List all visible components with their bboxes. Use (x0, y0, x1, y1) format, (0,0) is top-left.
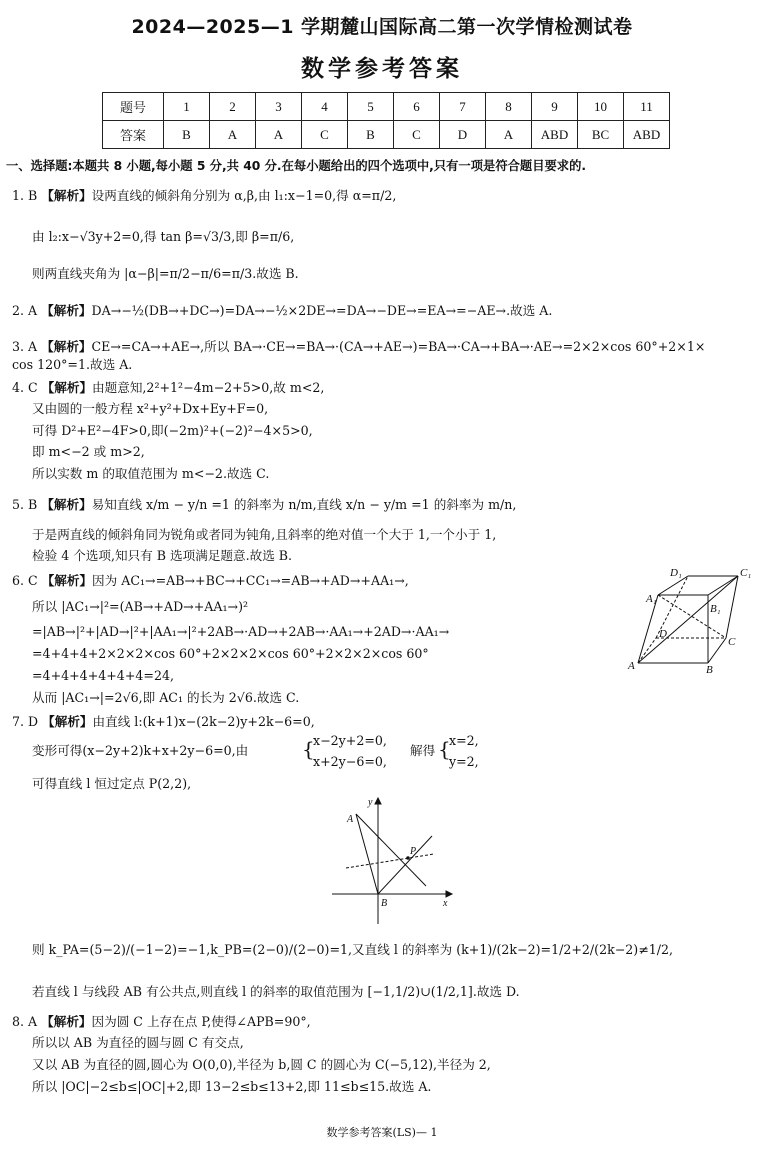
table-cell: B (348, 121, 394, 149)
analysis-tag: 【解析】 (41, 303, 92, 318)
system-eq: x−2y+2=0, (313, 733, 387, 748)
table-cell: 10 (578, 93, 624, 121)
solution-line: 可得直线 l 恒过定点 P(2,2), (32, 776, 192, 791)
section-heading: 一、选择题:本题共 8 小题,每小题 5 分,共 40 分.在每小题给出的四个选项中,只有一项是符合题目要求的. (6, 159, 587, 173)
analysis-tag: 【解析】 (41, 573, 93, 588)
axis-label: x (443, 898, 448, 909)
system-sol: x=2, (449, 733, 479, 748)
point-label: A (347, 814, 354, 825)
page-subtitle: 数学参考答案 (301, 56, 463, 82)
solution-line: 若直线 l 与线段 AB 有公共点,则直线 l 的斜率的取值范围为 [−1,1/2)∪(1/2,1].故选 D. (32, 984, 520, 999)
solution-line: 所以 |OC|−2≤b≤|OC|+2,即 13−2≤b≤13+2,即 11≤b≤15.故选 A. (32, 1079, 432, 1094)
line-segment-figure (326, 796, 456, 926)
solution-line: 于是两直线的倾斜角同为锐角或者同为钝角,且斜率的绝对值一个大于 1,一个小于 1, (32, 527, 497, 542)
solution-line: 解得 (410, 743, 436, 758)
solution-line: CE→=CA→+AE→,所以 BA→·CE→=BA→·(CA→+AE→)=BA→·CA→+BA→·AE→=2×2×cos 60°+2×1× (91, 339, 706, 354)
question-number: 6. C (12, 573, 38, 588)
edge (708, 638, 726, 663)
table-cell: 9 (532, 93, 578, 121)
solution-line: 所以 |AC₁→|²=(AB→+AD→+AA₁→)² (32, 599, 249, 614)
solution-line: 变形可得(x−2y+2)k+x+2y−6=0,由 (32, 743, 249, 758)
solution-line: 设两直线的倾斜角分别为 α,β,由 l₁:x−1=0,得 α=π/2, (91, 188, 397, 203)
vertex-label: A (628, 660, 635, 672)
analysis-tag: 【解析】 (41, 339, 92, 354)
table-cell: 4 (302, 93, 348, 121)
analysis-tag: 【解析】 (41, 497, 92, 512)
table-cell: A (256, 121, 302, 149)
solution-8 (12, 1014, 311, 1030)
solution-line: 则 k_PA=(5−2)/(−1−2)=−1,k_PB=(2−0)/(2−0)=1,又直线 l 的斜率为 (k+1)/(2k−2)=1/2+2/(2k−2)≠1/2, (32, 942, 674, 957)
vertex-label: B₁ (710, 603, 721, 615)
solution-2 (12, 303, 552, 319)
question-number: 8. A (12, 1014, 38, 1029)
hidden-edge (638, 638, 656, 663)
table-cell: 11 (624, 93, 670, 121)
row-label: 答案 (103, 121, 164, 149)
vertex-label: C (728, 636, 736, 648)
dashed-line-l (346, 854, 434, 868)
brace-icon: { (438, 737, 451, 761)
solution-line: =|AB→|²+|AD→|²+|AA₁→|²+2AB→·AD→+2AB→·AA₁→+2AD→·AA₁→ (32, 624, 450, 639)
solution-7 (12, 714, 315, 730)
point-label: P (410, 846, 417, 857)
page-title: 2024—2025—1 学期麓山国际高二第一次学情检测试卷 (131, 16, 633, 38)
solution-line: 又以 AB 为直径的圆,圆心为 O(0,0),半径为 b,圆 C 的圆心为 C(−5,12),半径为 2, (32, 1057, 491, 1072)
vertex-label: B (706, 664, 713, 675)
table-cell: 2 (210, 93, 256, 121)
solution-1 (12, 188, 396, 204)
edge (708, 576, 738, 595)
table-cell: A (486, 121, 532, 149)
solution-6 (12, 573, 409, 589)
page-footer: 数学参考答案(LS)— 1 (326, 1126, 438, 1139)
question-number: 7. D (12, 714, 39, 729)
solution-line: 则两直线夹角为 |α−β|=π/2−π/6=π/3.故选 B. (32, 266, 299, 281)
table-cell: 7 (440, 93, 486, 121)
solution-line: 易知直线 x/m − y/n =1 的斜率为 n/m,直线 x/n − y/m =1 的斜率为 m/n, (91, 497, 517, 512)
solution-line: 又由圆的一般方程 x²+y²+Dx+Ey+F=0, (32, 401, 269, 416)
table-cell: ABD (624, 121, 670, 149)
analysis-tag: 【解析】 (42, 714, 93, 729)
x-axis-arrow (446, 891, 452, 897)
table-cell: BC (578, 121, 624, 149)
brace-icon: { (302, 737, 315, 761)
table-cell: A (210, 121, 256, 149)
solution-line: 由题意知,2²+1²−4m−2+5>0,故 m<2, (92, 380, 325, 395)
table-cell: C (302, 121, 348, 149)
solution-line: 由 l₂:x−√3y+2=0,得 tan β=√3/3,即 β=π/6, (32, 229, 295, 244)
diagonal (638, 576, 738, 663)
table-cell: 3 (256, 93, 302, 121)
question-number-row (103, 93, 670, 121)
table-cell: B (164, 121, 210, 149)
hidden-diagonal (658, 595, 726, 638)
solution-line: =4+4+4+4+4+4=24, (32, 668, 174, 683)
solution-line: 由直线 l:(k+1)x−(2k−2)y+2k−6=0, (92, 714, 315, 729)
system-eq: x+2y−6=0, (313, 754, 387, 769)
vertex-label: C₁ (740, 567, 752, 579)
solution-line: cos 120°=1.故选 A. (12, 357, 133, 372)
system-sol: y=2, (449, 754, 479, 769)
solution-line: 因为圆 C 上存在点 P,使得∠APB=90°, (91, 1014, 311, 1029)
vertex-label: D (659, 628, 667, 640)
answer-row (103, 121, 670, 149)
edge (638, 595, 658, 663)
analysis-tag: 【解析】 (41, 188, 92, 203)
solution-line: DA→−½(DB→+DC→)=DA→−½×2DE→=DA→−DE→=EA→=−AE→.故选 A. (91, 303, 553, 318)
row-label: 题号 (103, 93, 164, 121)
analysis-tag: 【解析】 (41, 380, 93, 395)
axis-label: y (368, 797, 373, 808)
solution-line: 因为 AC₁→=AB→+BC→+CC₁→=AB→+AD→+AA₁→, (92, 573, 409, 588)
vertex-label: D₁ (670, 567, 682, 579)
solution-line: 所以以 AB 为直径的圆与圆 C 有交点, (32, 1035, 244, 1050)
table-cell: ABD (532, 121, 578, 149)
solution-line: =4+4+4+2×2×2×cos 60°+2×2×2×cos 60°+2×2×2×cos 60° (32, 646, 429, 661)
question-number: 1. B (12, 188, 38, 203)
solution-line: 检验 4 个选项,知只有 B 选项满足题意.故选 B. (32, 548, 293, 563)
solution-4 (12, 380, 324, 396)
solution-line: 所以实数 m 的取值范围为 m<−2.故选 C. (32, 466, 270, 481)
question-number: 4. C (12, 380, 38, 395)
question-number: 5. B (12, 497, 38, 512)
table-cell: 1 (164, 93, 210, 121)
table-cell: 6 (394, 93, 440, 121)
solution-3 (12, 339, 705, 355)
parallelepiped-figure (626, 565, 764, 675)
table-cell: 8 (486, 93, 532, 121)
point-label: B (381, 898, 388, 909)
analysis-tag: 【解析】 (41, 1014, 92, 1029)
table-cell: D (440, 121, 486, 149)
question-number: 2. A (12, 303, 38, 318)
table-cell: C (394, 121, 440, 149)
question-number: 3. A (12, 339, 38, 354)
solution-line: 可得 D²+E²−4F>0,即(−2m)²+(−2)²−4×5>0, (32, 423, 313, 438)
y-axis-arrow (375, 798, 381, 804)
solution-line: 即 m<−2 或 m>2, (32, 444, 145, 459)
table-cell: 5 (348, 93, 394, 121)
solution-5 (12, 497, 516, 513)
vertex-label: A₁ (646, 593, 657, 605)
answer-table (102, 92, 670, 149)
solution-line: 从而 |AC₁→|=2√6,即 AC₁ 的长为 2√6.故选 C. (32, 690, 300, 705)
